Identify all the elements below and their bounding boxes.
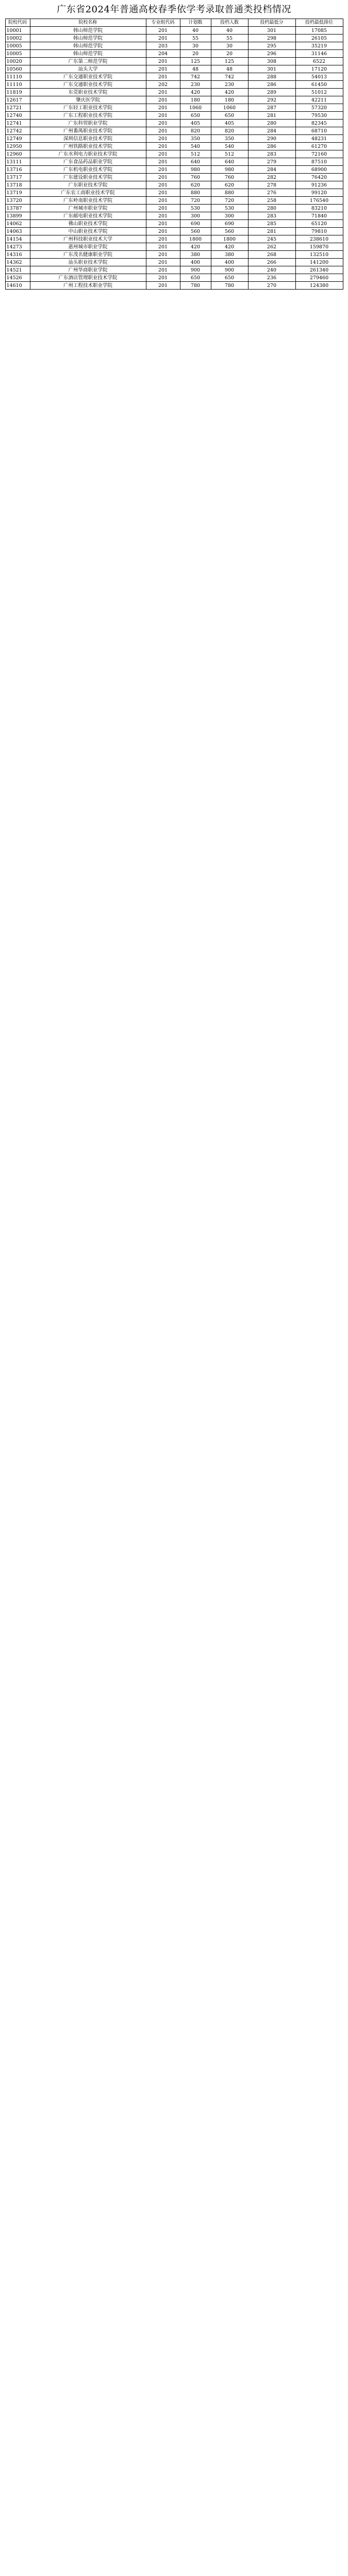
school-code-cell: 14526 <box>5 274 30 282</box>
min-score-cell: 308 <box>248 58 295 65</box>
admitted-count-cell: 420 <box>211 243 248 251</box>
admitted-count-cell: 420 <box>211 89 248 96</box>
admitted-count-cell: 55 <box>211 35 248 42</box>
min-score-cell: 284 <box>248 127 295 135</box>
school-code-cell: 12740 <box>5 112 30 120</box>
table-row <box>5 89 343 96</box>
admitted-count-cell: 690 <box>211 220 248 228</box>
admitted-count-cell: 620 <box>211 181 248 189</box>
min-score-cell: 268 <box>248 251 295 259</box>
school-name-cell: 广东建设职业技术学院 <box>30 174 146 181</box>
min-rank-cell: 176540 <box>295 197 343 205</box>
min-score-cell: 278 <box>248 181 295 189</box>
min-score-cell: 266 <box>248 259 295 266</box>
school-name-cell: 广东酒店管理职业技术学院 <box>30 274 146 282</box>
group-code-cell: 201 <box>146 150 180 158</box>
column-header-admitted-count: 投档人数 <box>211 19 248 27</box>
school-name-cell: 深圳信息职业技术学院 <box>30 135 146 143</box>
plan-count-cell: 760 <box>180 174 211 181</box>
group-code-cell: 201 <box>146 35 180 42</box>
table-row <box>5 73 343 81</box>
min-rank-cell: 82345 <box>295 120 343 127</box>
min-rank-cell: 68710 <box>295 127 343 135</box>
plan-count-cell: 125 <box>180 58 211 65</box>
table-row <box>5 166 343 174</box>
plan-count-cell: 650 <box>180 274 211 282</box>
min-rank-cell: 83210 <box>295 205 343 212</box>
plan-count-cell: 48 <box>180 65 211 73</box>
school-code-cell: 10020 <box>5 58 30 65</box>
plan-count-cell: 20 <box>180 50 211 58</box>
min-score-cell: 280 <box>248 205 295 212</box>
min-rank-cell: 87510 <box>295 158 343 166</box>
school-name-cell: 韩山师范学院 <box>30 50 146 58</box>
min-score-cell: 284 <box>248 166 295 174</box>
page-title: 广东省2024年普通高校春季依学考录取普通类投档情况 <box>57 4 291 15</box>
group-code-cell: 201 <box>146 89 180 96</box>
plan-count-cell: 230 <box>180 81 211 89</box>
table-row <box>5 243 343 251</box>
table-row <box>5 282 343 290</box>
min-rank-cell: 76420 <box>295 174 343 181</box>
school-name-cell: 广东第二师范学院 <box>30 58 146 65</box>
min-score-cell: 282 <box>248 174 295 181</box>
min-rank-cell: 26105 <box>295 35 343 42</box>
plan-count-cell: 30 <box>180 42 211 50</box>
admitted-count-cell: 900 <box>211 266 248 274</box>
min-rank-cell: 79530 <box>295 112 343 120</box>
table-row <box>5 65 343 73</box>
group-code-cell: 201 <box>146 259 180 266</box>
plan-count-cell: 820 <box>180 127 211 135</box>
admitted-count-cell: 760 <box>211 174 248 181</box>
school-code-cell: 14154 <box>5 235 30 243</box>
table-row <box>5 42 343 50</box>
table-row <box>5 104 343 112</box>
admitted-count-cell: 530 <box>211 205 248 212</box>
min-score-cell: 240 <box>248 266 295 274</box>
plan-count-cell: 350 <box>180 135 211 143</box>
school-name-cell: 汕头职业技术学院 <box>30 259 146 266</box>
min-score-cell: 290 <box>248 135 295 143</box>
table-row <box>5 135 343 143</box>
min-score-cell: 281 <box>248 112 295 120</box>
school-code-cell: 13111 <box>5 158 30 166</box>
school-code-cell: 13720 <box>5 197 30 205</box>
school-code-cell: 10005 <box>5 50 30 58</box>
admitted-count-cell: 1060 <box>211 104 248 112</box>
school-name-cell: 广东职业技术学院 <box>30 181 146 189</box>
table-row <box>5 228 343 235</box>
min-score-cell: 301 <box>248 65 295 73</box>
admitted-count-cell: 180 <box>211 96 248 104</box>
school-name-cell: 广东农工商职业技术学院 <box>30 189 146 197</box>
column-header-plan-count: 计划数 <box>180 19 211 27</box>
min-rank-cell: 65120 <box>295 220 343 228</box>
school-code-cell: 14316 <box>5 251 30 259</box>
min-score-cell: 283 <box>248 212 295 220</box>
min-score-cell: 301 <box>248 27 295 35</box>
school-code-cell: 11110 <box>5 81 30 89</box>
admitted-count-cell: 1800 <box>211 235 248 243</box>
plan-count-cell: 420 <box>180 89 211 96</box>
group-code-cell: 201 <box>146 228 180 235</box>
min-score-cell: 262 <box>248 243 295 251</box>
table-row <box>5 274 343 282</box>
column-header-school-code: 院校代码 <box>5 19 30 27</box>
plan-count-cell: 560 <box>180 228 211 235</box>
table-row <box>5 181 343 189</box>
school-code-cell: 10005 <box>5 42 30 50</box>
header-row <box>5 19 343 27</box>
admitted-count-cell: 30 <box>211 42 248 50</box>
min-rank-cell: 61450 <box>295 81 343 89</box>
school-name-cell: 惠州城市职业学院 <box>30 243 146 251</box>
group-code-cell: 201 <box>146 104 180 112</box>
school-code-cell: 13717 <box>5 174 30 181</box>
group-code-cell: 201 <box>146 189 180 197</box>
plan-count-cell: 420 <box>180 243 211 251</box>
group-code-cell: 201 <box>146 282 180 290</box>
admitted-count-cell: 820 <box>211 127 248 135</box>
table-row <box>5 197 343 205</box>
table-row <box>5 96 343 104</box>
min-score-cell: 286 <box>248 81 295 89</box>
min-rank-cell: 159870 <box>295 243 343 251</box>
school-name-cell: 广州城市职业学院 <box>30 205 146 212</box>
table-row <box>5 150 343 158</box>
school-code-cell: 11110 <box>5 73 30 81</box>
min-score-cell: 298 <box>248 35 295 42</box>
min-score-cell: 270 <box>248 282 295 290</box>
school-code-cell: 14521 <box>5 266 30 274</box>
plan-count-cell: 540 <box>180 143 211 150</box>
group-code-cell: 201 <box>146 174 180 181</box>
column-header-school-name: 院校名称 <box>30 19 146 27</box>
plan-count-cell: 405 <box>180 120 211 127</box>
table-row <box>5 174 343 181</box>
school-code-cell: 14063 <box>5 228 30 235</box>
school-name-cell: 广东机电职业技术学院 <box>30 166 146 174</box>
min-rank-cell: 71840 <box>295 212 343 220</box>
admitted-count-cell: 650 <box>211 274 248 282</box>
school-name-cell: 广东科贸职业学院 <box>30 120 146 127</box>
document-page <box>0 0 348 296</box>
school-code-cell: 10002 <box>5 35 30 42</box>
school-name-cell: 肇庆医学院 <box>30 96 146 104</box>
school-name-cell: 广东食品药品职业学院 <box>30 158 146 166</box>
min-rank-cell: 57320 <box>295 104 343 112</box>
group-code-cell: 201 <box>146 120 180 127</box>
plan-count-cell: 1060 <box>180 104 211 112</box>
school-code-cell: 12960 <box>5 150 30 158</box>
school-name-cell: 广东交通职业技术学院 <box>30 81 146 89</box>
school-name-cell: 韩山师范学院 <box>30 42 146 50</box>
group-code-cell: 201 <box>146 181 180 189</box>
group-code-cell: 202 <box>146 81 180 89</box>
min-score-cell: 245 <box>248 235 295 243</box>
min-rank-cell: 261340 <box>295 266 343 274</box>
admitted-count-cell: 512 <box>211 150 248 158</box>
school-code-cell: 11819 <box>5 89 30 96</box>
school-name-cell: 广州番禺职业技术学院 <box>30 127 146 135</box>
group-code-cell: 201 <box>146 266 180 274</box>
table-row <box>5 251 343 259</box>
group-code-cell: 203 <box>146 42 180 50</box>
admitted-count-cell: 125 <box>211 58 248 65</box>
group-code-cell: 204 <box>146 50 180 58</box>
school-name-cell: 广东交通职业技术学院 <box>30 73 146 81</box>
school-name-cell: 广东邮电职业技术学院 <box>30 212 146 220</box>
group-code-cell: 201 <box>146 112 180 120</box>
admitted-count-cell: 20 <box>211 50 248 58</box>
admitted-count-cell: 720 <box>211 197 248 205</box>
group-code-cell: 201 <box>146 251 180 259</box>
table-row <box>5 205 343 212</box>
plan-count-cell: 512 <box>180 150 211 158</box>
min-score-cell: 236 <box>248 274 295 282</box>
column-header-min-score: 投档最低分 <box>248 19 295 27</box>
school-name-cell: 东莞职业技术学院 <box>30 89 146 96</box>
group-code-cell: 201 <box>146 65 180 73</box>
min-score-cell: 279 <box>248 158 295 166</box>
min-rank-cell: 132510 <box>295 251 343 259</box>
school-name-cell: 中山职业技术学院 <box>30 228 146 235</box>
school-name-cell: 广东工程职业技术学院 <box>30 112 146 120</box>
min-rank-cell: 6522 <box>295 58 343 65</box>
admitted-count-cell: 350 <box>211 135 248 143</box>
group-code-cell: 201 <box>146 135 180 143</box>
min-score-cell: 296 <box>248 50 295 58</box>
plan-count-cell: 620 <box>180 181 211 189</box>
school-name-cell: 广东岭南职业技术学院 <box>30 197 146 205</box>
school-code-cell: 14062 <box>5 220 30 228</box>
min-rank-cell: 238610 <box>295 235 343 243</box>
admitted-count-cell: 560 <box>211 228 248 235</box>
group-code-cell: 201 <box>146 143 180 150</box>
table-row <box>5 158 343 166</box>
table-row <box>5 259 343 266</box>
group-code-cell: 201 <box>146 96 180 104</box>
group-code-cell: 201 <box>146 127 180 135</box>
group-code-cell: 201 <box>146 197 180 205</box>
group-code-cell: 201 <box>146 243 180 251</box>
school-code-cell: 12617 <box>5 96 30 104</box>
admitted-count-cell: 40 <box>211 27 248 35</box>
plan-count-cell: 380 <box>180 251 211 259</box>
group-code-cell: 201 <box>146 166 180 174</box>
school-name-cell: 广州铁路职业技术学院 <box>30 143 146 150</box>
group-code-cell: 201 <box>146 235 180 243</box>
school-name-cell: 广东水利电力职业技术学院 <box>30 150 146 158</box>
plan-count-cell: 400 <box>180 259 211 266</box>
school-code-cell: 13719 <box>5 189 30 197</box>
min-rank-cell: 141200 <box>295 259 343 266</box>
school-code-cell: 13718 <box>5 181 30 189</box>
school-code-cell: 14273 <box>5 243 30 251</box>
min-score-cell: 285 <box>248 220 295 228</box>
admitted-count-cell: 650 <box>211 112 248 120</box>
plan-count-cell: 640 <box>180 158 211 166</box>
min-rank-cell: 35219 <box>295 42 343 50</box>
school-code-cell: 14610 <box>5 282 30 290</box>
admitted-count-cell: 880 <box>211 189 248 197</box>
table-header <box>5 19 343 27</box>
school-code-cell: 12742 <box>5 127 30 135</box>
min-rank-cell: 17120 <box>295 65 343 73</box>
min-score-cell: 286 <box>248 143 295 150</box>
min-rank-cell: 68900 <box>295 166 343 174</box>
table-row <box>5 189 343 197</box>
min-rank-cell: 42211 <box>295 96 343 104</box>
group-code-cell: 201 <box>146 27 180 35</box>
min-rank-cell: 48231 <box>295 135 343 143</box>
min-score-cell: 258 <box>248 197 295 205</box>
school-code-cell: 13787 <box>5 205 30 212</box>
school-code-cell: 10001 <box>5 27 30 35</box>
plan-count-cell: 650 <box>180 112 211 120</box>
min-rank-cell: 279460 <box>295 274 343 282</box>
min-rank-cell: 61270 <box>295 143 343 150</box>
min-score-cell: 276 <box>248 189 295 197</box>
plan-count-cell: 55 <box>180 35 211 42</box>
column-header-group-code: 专业组代码 <box>146 19 180 27</box>
min-score-cell: 292 <box>248 96 295 104</box>
group-code-cell: 201 <box>146 58 180 65</box>
admitted-count-cell: 300 <box>211 212 248 220</box>
school-code-cell: 13899 <box>5 212 30 220</box>
min-rank-cell: 124380 <box>295 282 343 290</box>
min-score-cell: 295 <box>248 42 295 50</box>
table-row <box>5 266 343 274</box>
table-body <box>5 27 343 290</box>
group-code-cell: 201 <box>146 212 180 220</box>
table-row <box>5 81 343 89</box>
school-code-cell: 14362 <box>5 259 30 266</box>
plan-count-cell: 1800 <box>180 235 211 243</box>
min-rank-cell: 91236 <box>295 181 343 189</box>
min-rank-cell: 99120 <box>295 189 343 197</box>
school-code-cell: 10560 <box>5 65 30 73</box>
table-row <box>5 50 343 58</box>
admitted-count-cell: 400 <box>211 259 248 266</box>
admitted-count-cell: 980 <box>211 166 248 174</box>
group-code-cell: 201 <box>146 158 180 166</box>
table-row <box>5 235 343 243</box>
school-name-cell: 广东轻工职业技术学院 <box>30 104 146 112</box>
school-name-cell: 汕头大学 <box>30 65 146 73</box>
table-row <box>5 143 343 150</box>
table-row <box>5 120 343 127</box>
plan-count-cell: 720 <box>180 197 211 205</box>
plan-count-cell: 780 <box>180 282 211 290</box>
school-name-cell: 佛山职业技术学院 <box>30 220 146 228</box>
min-rank-cell: 72160 <box>295 150 343 158</box>
column-header-min-rank: 投档最低排位 <box>295 19 343 27</box>
min-score-cell: 289 <box>248 89 295 96</box>
group-code-cell: 201 <box>146 274 180 282</box>
min-score-cell: 280 <box>248 120 295 127</box>
table-row <box>5 127 343 135</box>
school-code-cell: 13716 <box>5 166 30 174</box>
table-row <box>5 212 343 220</box>
admitted-count-cell: 48 <box>211 65 248 73</box>
min-rank-cell: 79810 <box>295 228 343 235</box>
group-code-cell: 201 <box>146 73 180 81</box>
min-score-cell: 288 <box>248 73 295 81</box>
admitted-count-cell: 742 <box>211 73 248 81</box>
group-code-cell: 201 <box>146 205 180 212</box>
school-code-cell: 12749 <box>5 135 30 143</box>
min-rank-cell: 31146 <box>295 50 343 58</box>
plan-count-cell: 530 <box>180 205 211 212</box>
min-score-cell: 281 <box>248 228 295 235</box>
school-name-cell: 广东茂名健康职业学院 <box>30 251 146 259</box>
school-name-cell: 韩山师范学院 <box>30 35 146 42</box>
school-code-cell: 12950 <box>5 143 30 150</box>
plan-count-cell: 690 <box>180 220 211 228</box>
school-code-cell: 12741 <box>5 120 30 127</box>
admitted-count-cell: 405 <box>211 120 248 127</box>
table-row <box>5 112 343 120</box>
min-score-cell: 283 <box>248 150 295 158</box>
min-rank-cell: 17085 <box>295 27 343 35</box>
school-name-cell: 广州华商职业学院 <box>30 266 146 274</box>
plan-count-cell: 180 <box>180 96 211 104</box>
min-rank-cell: 51012 <box>295 89 343 96</box>
min-rank-cell: 54013 <box>295 73 343 81</box>
table-row <box>5 35 343 42</box>
admissions-table <box>5 19 343 290</box>
school-name-cell: 韩山师范学院 <box>30 27 146 35</box>
group-code-cell: 201 <box>146 220 180 228</box>
admitted-count-cell: 640 <box>211 158 248 166</box>
plan-count-cell: 300 <box>180 212 211 220</box>
school-name-cell: 广州工程技术职业学院 <box>30 282 146 290</box>
plan-count-cell: 900 <box>180 266 211 274</box>
table-row <box>5 27 343 35</box>
plan-count-cell: 40 <box>180 27 211 35</box>
plan-count-cell: 880 <box>180 189 211 197</box>
plan-count-cell: 742 <box>180 73 211 81</box>
min-score-cell: 287 <box>248 104 295 112</box>
table-row <box>5 58 343 65</box>
table-row <box>5 220 343 228</box>
school-code-cell: 12721 <box>5 104 30 112</box>
admitted-count-cell: 540 <box>211 143 248 150</box>
school-name-cell: 广州科技职业技术大学 <box>30 235 146 243</box>
plan-count-cell: 980 <box>180 166 211 174</box>
admitted-count-cell: 780 <box>211 282 248 290</box>
admitted-count-cell: 380 <box>211 251 248 259</box>
admitted-count-cell: 230 <box>211 81 248 89</box>
